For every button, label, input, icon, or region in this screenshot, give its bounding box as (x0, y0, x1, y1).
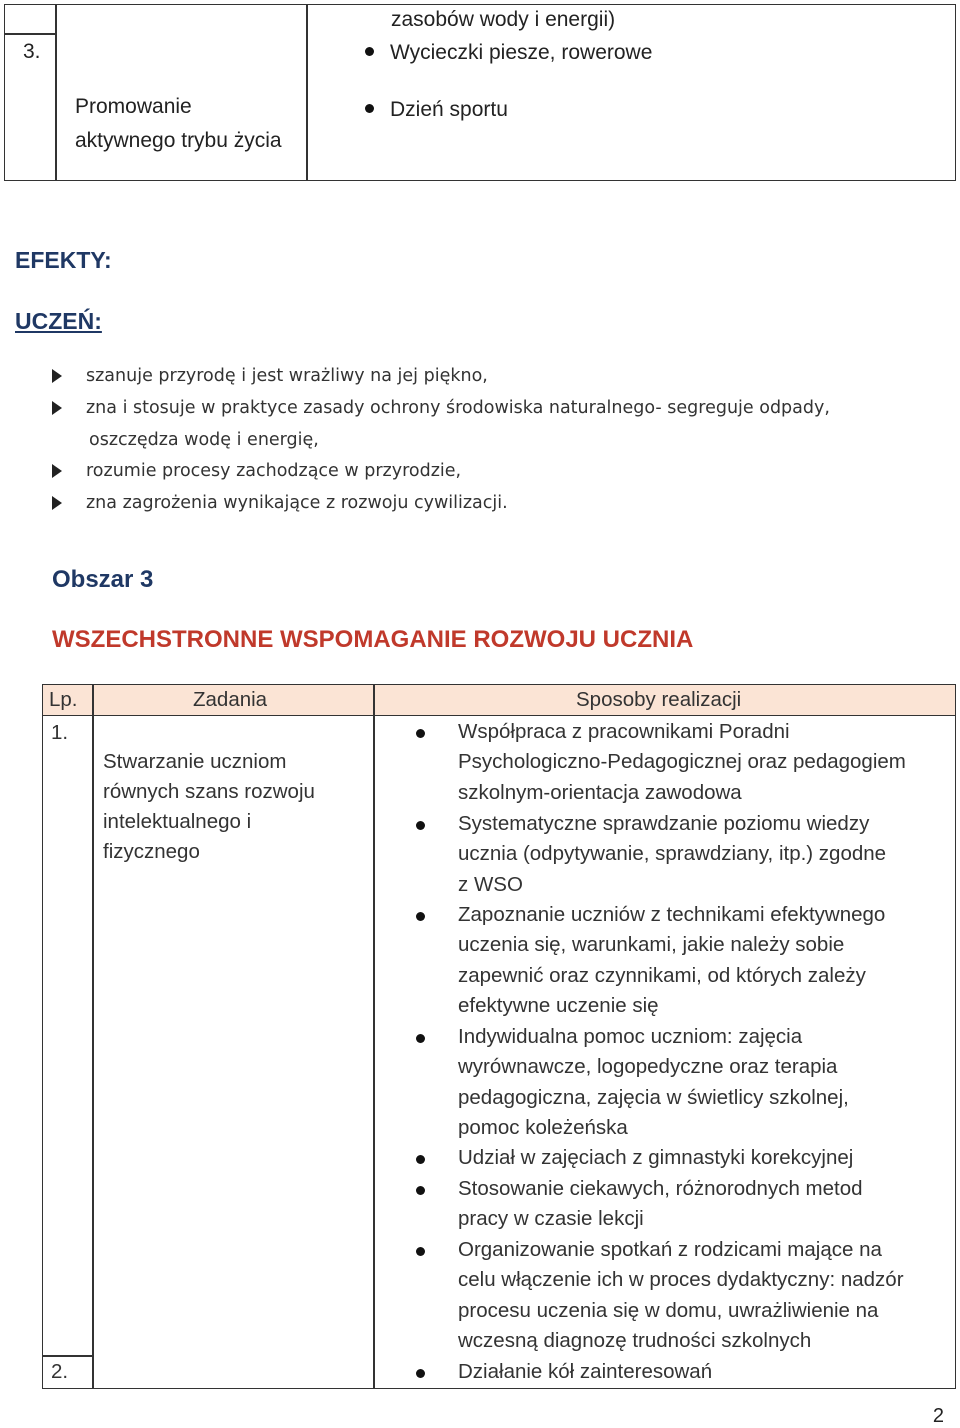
page-number: 2 (932, 1405, 944, 1427)
task-line: Stwarzanie uczniom (103, 750, 287, 773)
bullet-icon (416, 1034, 425, 1043)
topic-line: Promowanie (75, 95, 192, 118)
bullet-item: Dzień sportu (365, 98, 508, 122)
arrow-bullet-icon (52, 401, 62, 415)
table-header-row (43, 685, 955, 716)
method-item: Stosowanie ciekawych, różnorodnych metod pracy w czasie lekcji (416, 1174, 936, 1235)
method-item: Współpraca z pracownikami Poradni Psychologiczno-Pedagogicznej oraz pedagogiem szkolnym-orientacja zawodowa (416, 717, 936, 808)
column-divider (92, 685, 94, 1388)
effect-item-continued: oszczędza wodę i energię, (89, 430, 319, 450)
column-divider (55, 5, 57, 180)
arrow-bullet-icon (52, 369, 62, 383)
header-lp: Lp. (49, 688, 78, 711)
bullet-icon (416, 1369, 425, 1378)
topic-line: aktywnego trybu życia (75, 129, 282, 152)
task-line: fizycznego (103, 840, 200, 863)
header-tasks: Zadania (193, 688, 268, 711)
row-lp: 2. (51, 1360, 69, 1383)
row-number: 3. (23, 40, 41, 63)
method-item: Organizowanie spotkań z rodzicami mające na celu włączenie ich w proces dydaktyczny: nadzór procesu uczenia się w domu, uwrażliwienie na wczesną diagnozę trudności szkolnych (416, 1235, 936, 1356)
area-heading: Obszar 3 (52, 566, 154, 593)
bullet-icon (416, 821, 425, 830)
method-item: Działanie kół zainteresowań (416, 1357, 936, 1387)
bullet-icon (416, 729, 425, 738)
effect-item: szanuje przyrodę i jest wrażliwy na jej piękno, (52, 366, 488, 386)
bullet-icon (416, 912, 425, 921)
bullet-icon (416, 1186, 425, 1195)
effect-item: zna zagrożenia wynikające z rozwoju cywilizacji. (52, 493, 508, 513)
arrow-bullet-icon (52, 464, 62, 478)
method-item: Zapoznanie uczniów z technikami efektywnego uczenia się, warunkami, jakie należy sobie zapewnić oraz czynnikami, od których zależy efektywne uczenie się (416, 900, 936, 1021)
bullet-icon (416, 1247, 425, 1256)
bullet-icon (365, 104, 374, 113)
method-item: Systematyczne sprawdzanie poziomu wiedzy ucznia (odpytywanie, sprawdziany, itp.) zgodne z WSO (416, 809, 936, 900)
bullet-icon (365, 47, 374, 56)
effects-heading: EFEKTY: (15, 247, 112, 273)
arrow-bullet-icon (52, 496, 62, 510)
effect-item: zna i stosuje w praktyce zasady ochrony środowiska naturalnego- segreguje odpady, (52, 398, 830, 418)
student-heading: UCZEŃ: (15, 308, 102, 334)
effect-item: rozumie procesy zachodzące w przyrodzie, (52, 461, 461, 481)
section-title: WSZECHSTRONNE WSPOMAGANIE ROZWOJU UCZNIA (52, 626, 694, 653)
bullet-icon (416, 1155, 425, 1164)
carry-over-text: zasobów wody i energii) (391, 8, 616, 31)
task-line: równych szans rozwoju (103, 780, 315, 803)
method-item: Udział w zajęciach z gimnastyki korekcyjnej (416, 1143, 936, 1173)
column-divider (306, 5, 308, 180)
row-divider (5, 33, 57, 35)
column-divider (373, 685, 375, 1388)
method-item: Indywidualna pomoc uczniom: zajęcia wyrównawcze, logopedyczne oraz terapia pedagogiczna, zajęcia w świetlicy szkolnej, pomoc koleżeńska (416, 1022, 936, 1143)
task-line: intelektualnego i (103, 810, 252, 833)
header-methods: Sposoby realizacji (576, 688, 742, 711)
top-table (4, 4, 956, 181)
bullet-item: Wycieczki piesze, rowerowe (365, 41, 652, 65)
row-lp: 1. (51, 721, 69, 744)
